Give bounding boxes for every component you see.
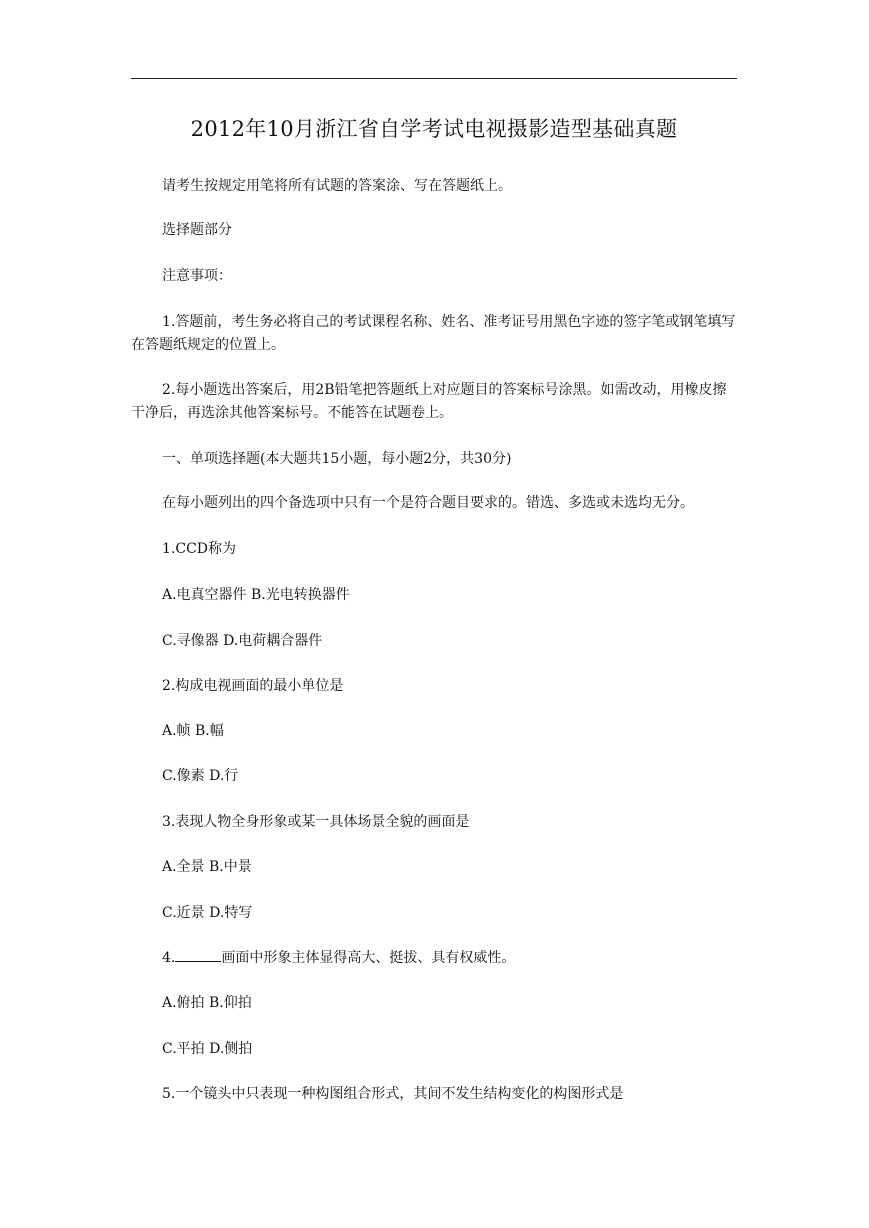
part-instruction: 在每小题列出的四个备选项中只有一个是符合题目要求的。错选、多选或未选均无分。: [162, 495, 694, 511]
question-options: A.帧 B.幅: [162, 723, 224, 739]
note-item: 1.答题前，考生务必将自己的考试课程名称、姓名、准考证号用黑色字迹的签字笔或钢笔填写在答题纸规定的位置上。: [131, 314, 736, 353]
question-options: A.电真空器件 B.光电转换器件: [162, 587, 350, 603]
question-text: 5.一个镜头中只表现一种构图组合形式，其间不发生结构变化的构图形式是: [162, 1086, 624, 1102]
question-text: 1.CCD称为: [162, 541, 237, 557]
answer-blank: [175, 949, 221, 962]
part-heading: 一、单项选择题(本大题共15小题，每小题2分，共30分): [162, 451, 512, 467]
instruction-text: 请考生按规定用笔将所有试题的答案涂、写在答题纸上。: [162, 178, 512, 194]
section-heading: 选择题部分: [162, 222, 232, 238]
question-options: A.全景 B.中景: [162, 859, 252, 875]
page-title: 2012年10月浙江省自学考试电视摄影造型基础真题: [190, 117, 678, 141]
question-options: C.寻像器 D.电荷耦合器件: [162, 633, 323, 649]
question-options: C.平拍 D.侧拍: [162, 1041, 253, 1057]
question-options: C.像素 D.行: [162, 768, 239, 784]
question-text: [131, 947, 740, 970]
question-options: A.俯拍 B.仰拍: [162, 995, 252, 1011]
question-text: 3.表现人物全身形象或某一具体场景全貌的画面是: [162, 814, 470, 830]
question-body: 画面中形象主体显得高大、挺拔、具有权威性。: [221, 950, 516, 966]
question-text: 2.构成电视画面的最小单位是: [162, 678, 344, 694]
question-number: 4.: [162, 950, 176, 966]
note-item: 2.每小题选出答案后，用2B铅笔把答题纸上对应题目的答案标号涂黑。如需改动，用橡皮擦干净后，再选涂其他答案标号。不能答在试题卷上。: [131, 382, 727, 421]
header-rule: [131, 78, 737, 79]
notes-heading: 注意事项：: [162, 268, 232, 284]
question-options: C.近景 D.特写: [162, 905, 253, 921]
